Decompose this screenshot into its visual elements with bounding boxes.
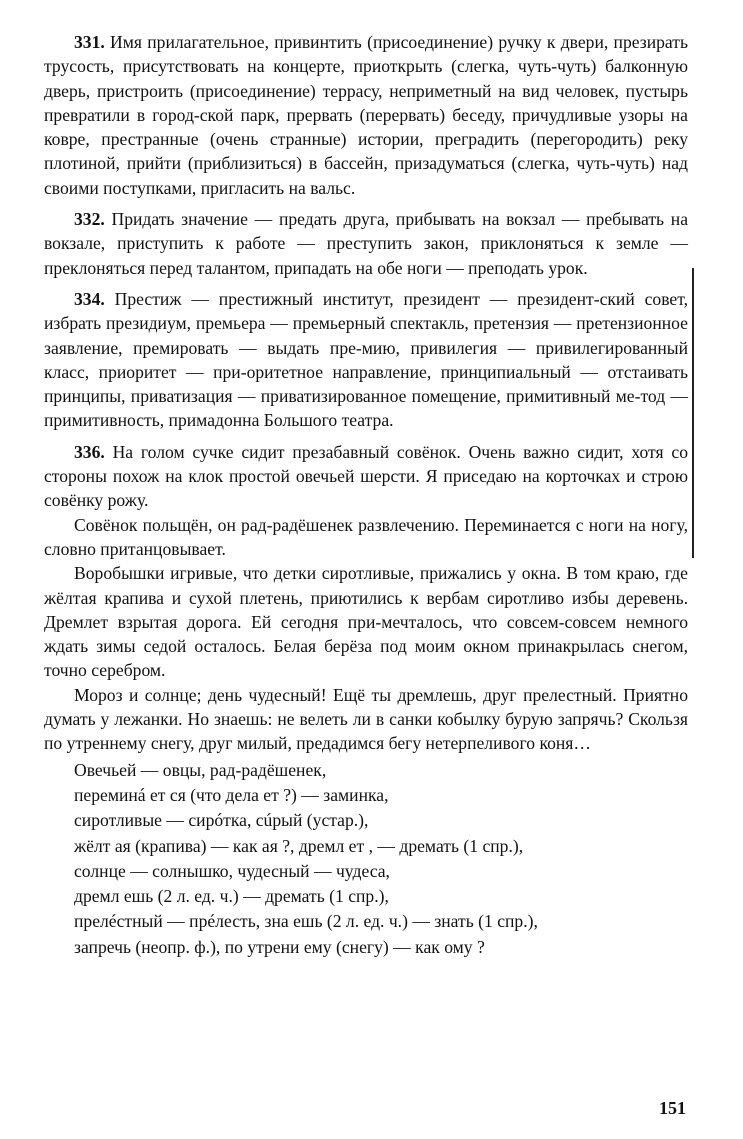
exercise-331 [44, 30, 688, 200]
page-number: 151 [659, 1098, 686, 1118]
analysis-line: жёлт ая (крапива) — как ая ?, дремл ет , — дремать (1 спр.), [74, 835, 524, 856]
exercise-text: Придать значение — предать друга, прибывать на вокзал — пребывать на вокзале, приступить к работе — преступить закон, приклоняться к земле — преклоняться перед талантом, припадать на обе ноги — преподать урок. [44, 209, 688, 278]
exercise-number: 336. [74, 441, 105, 462]
exercise-text: На голом сучке сидит презабавный совёнок. Очень важно сидит, хотя со стороны похож на клок простой овечьей шерсти. Я приседаю на корточках и строю совёнку рожу. [44, 441, 688, 511]
analysis-line: Овечьей — овцы, рад-радёшенек, [74, 759, 327, 780]
exercise-332 [44, 207, 688, 280]
analysis-line: солнце — солнышко, чудесный — чудеса, [74, 860, 390, 881]
exercise-number: 332. [74, 209, 105, 230]
margin-line [692, 268, 694, 558]
exercise-336 [44, 440, 688, 513]
analysis-line: сиротливые — сирóтка, сúрый (устар.), [74, 810, 369, 831]
exercise-number: 331. [74, 32, 105, 52]
analysis-line: прелéстный — прéлесть, зна ешь (2 л. ед. ч.) — знать (1 спр.), [74, 911, 538, 932]
page-content [44, 30, 688, 960]
exercise-text: Имя прилагательное, привинтить (присоединение) ручку к двери, презирать трусость, присутствовать на концерте, приоткрыть (слегка, чуть-чуть) балконную дверь, пристроить (присоединение) террасу, неприметный на вид человек, пустырь превратили в город-ской парк, прервать (перервать) беседу, причудливые узоры на ковре, престранные (очень странные) истории, преградить (перегородить) реку плотиной, прийти (приблизиться) в бассейн, призадуматься (слегка, чуть-чуть) над своими поступками, пригласить на вальс. [44, 32, 688, 198]
text-paragraph: Воробышки игривые, что детки сиротливые, прижались у окна. В том краю, где жёлтая крапива и сухой плетень, приютились к вербам сиротливо избы деревень. Дремлет взрытая дорога. Ей сегодня при-мечталось, что совсем-совсем немного ждать зимы седой осталось. Белая берёза под моим окном принакрылась снегом, точно серебром. [44, 563, 688, 681]
text-paragraph: Мороз и солнце; день чудесный! Ещё ты дремлешь, друг прелестный. Приятно думать у лежанки. Но знаешь: не велеть ли в санки кобылку бурую запрячь? Скользя по утреннему снегу, друг милый, предадимся бегу нетерпеливого коня… [44, 684, 688, 754]
exercise-334 [44, 287, 688, 433]
morpheme-analysis [74, 758, 688, 960]
analysis-line: дремл ешь (2 л. ед. ч.) — дремать (1 спр.), [74, 886, 389, 907]
exercise-text: Престиж — престижный институт, президент — президент-ский совет, избрать президиум, премьера — премьерный спектакль, претензия — претензионное заявление, премировать — выдать пре-мию, привилегия — привилегированный класс, приоритет — при-оритетное направление, принципиальный — отстаивать принципы, приватизация — приватизированное помещение, примитивный ме-тод — примитивность, примадонна Большого театра. [44, 288, 688, 431]
exercise-number: 334. [74, 288, 105, 309]
text-paragraph: Совёнок польщён, он рад-радёшенек развлечению. Переминается с ноги на ногу, словно пританцовывает. [44, 514, 688, 559]
analysis-line: запречь (неопр. ф.), по утрени ему (снегу) — как ому ? [74, 936, 485, 957]
analysis-line: переминá ет ся (что дела ет ?) — заминка, [74, 784, 389, 805]
